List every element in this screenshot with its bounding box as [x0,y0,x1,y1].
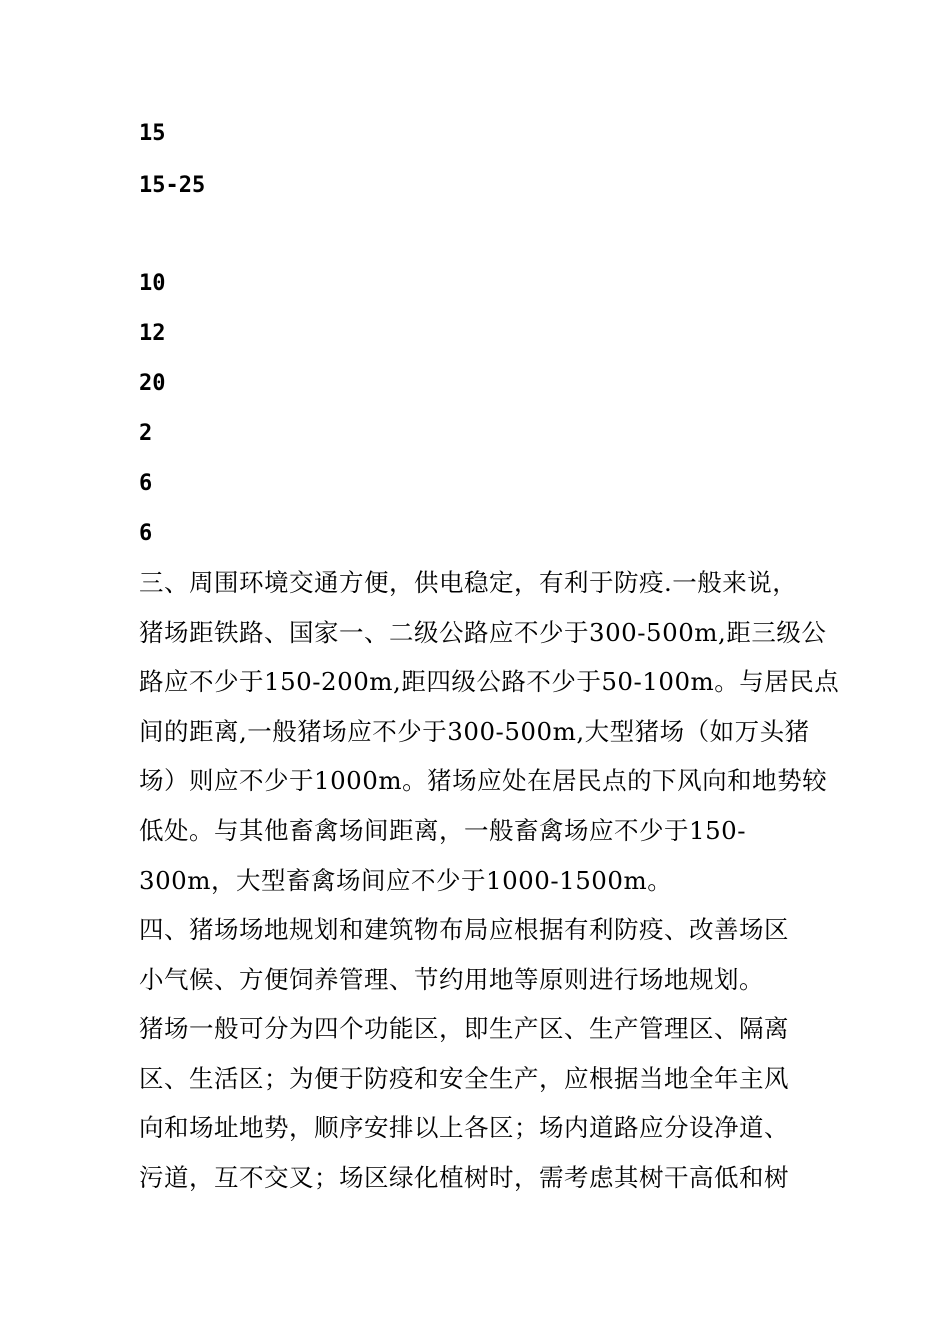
paragraph-line: 小气候、方便饲养管理、节约用地等原则进行场地规划。 [139,964,764,994]
number-item: 6 [139,521,153,546]
number-item: 15 [139,121,166,146]
section-4-paragraph [139,905,829,1203]
paragraph-line: 300m，大型畜禽场间应不少于1000-1500m。 [139,865,673,895]
number-item: 12 [139,321,166,346]
paragraph-line: 向和场址地势，顺序安排以上各区；场内道路应分设净道、 [139,1113,789,1143]
paragraph-line: 三、周围环境交通方便，供电稳定，有利于防疫.一般来说， [139,568,798,597]
number-item: 10 [139,271,166,296]
paragraph-line: 猪场一般可分为四个功能区，即生产区、生产管理区、隔离 [139,1014,789,1044]
paragraph-line: 污道，互不交叉；场区绿化植树时，需考虑其树干高低和树 [139,1162,789,1192]
number-item: 2 [139,421,153,446]
paragraph-line: 路应不少于150-200m,距四级公路不少于50-100m。与居民点 [139,667,840,697]
paragraph-line: 四、猪场场地规划和建筑物布局应根据有利防疫、改善场区 [139,915,789,944]
paragraph-line: 低处。与其他畜禽场间距离，一般畜禽场应不少于150- [139,815,747,845]
number-item: 15-25 [139,173,206,198]
paragraph-line: 场）则应不少于1000m。猪场应处在居民点的下风向和地势较 [139,766,828,796]
number-item: 6 [139,471,153,496]
section-3-paragraph [139,558,840,905]
paragraph-line: 区、生活区；为便于防疫和安全生产，应根据当地全年主风 [139,1063,789,1093]
paragraph-line: 间的距离,一般猪场应不少于300-500m,大型猪场（如万头猪 [139,716,810,746]
number-item: 20 [139,371,166,396]
paragraph-line: 猪场距铁路、国家一、二级公路应不少于300-500m,距三级公 [139,617,827,647]
